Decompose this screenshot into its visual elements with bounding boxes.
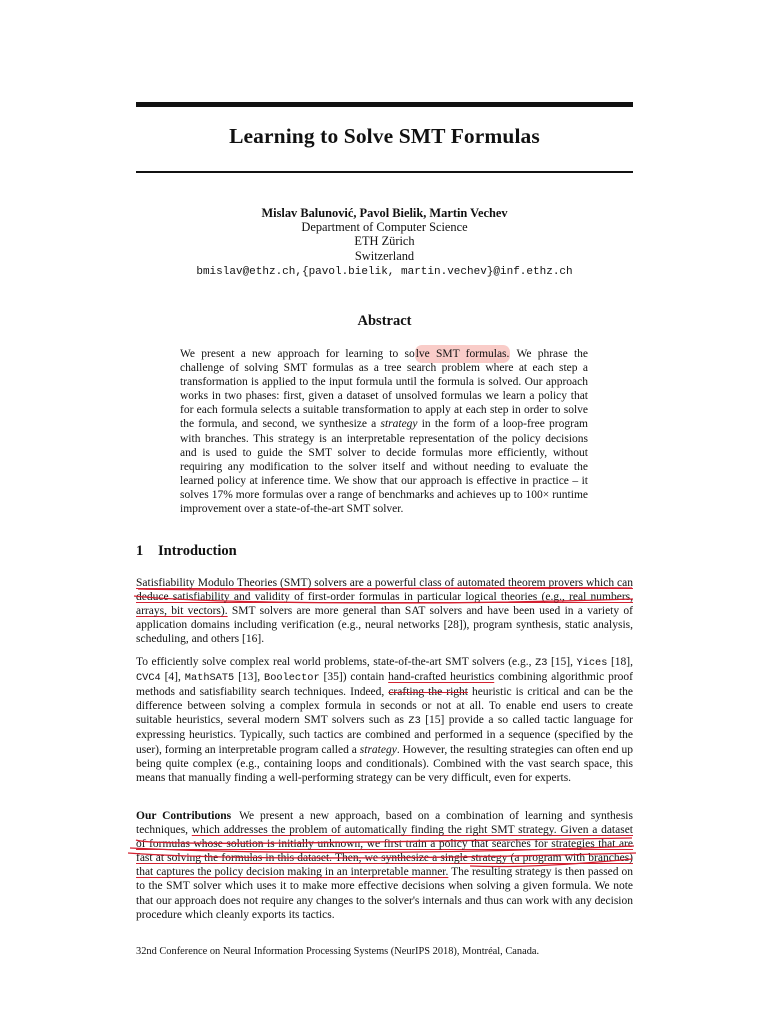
paragraph-text: SMT solvers are more general than SAT solvers and have been used in a variety of application domains including verification (e.g., neural networks [28]), program synthesis, static analysis, scheduling, and others [16]. — [136, 605, 633, 646]
paragraph-text: [15] provide a so called tactic language for expressing heuristics. Typically, such tactics are combined and performed in a sequence (specified by the user), forming an interpretable program called a — [136, 714, 633, 756]
emphasis-text: strategy — [380, 418, 418, 431]
affiliation-line: ETH Zürich — [354, 234, 415, 249]
paragraph-text: [35]) contain — [319, 671, 389, 684]
section-title: Introduction — [158, 543, 237, 559]
abstract-text-part: in the form of a loop-free program with branches. This strategy is an interpretable representation of the policy decisions and is used to guide the SMT solver to decide formulas more efficiently, without requiring any modification to the solver itself and without needing to evaluate the learned policy at inference time. We show that our approach is effective in practice – it solves 17% more formulas over a range of benchmarks and achieves up to 100× runtime improvement over a state-of-the-art SMT solver. — [180, 418, 588, 516]
paragraph-text: We present a new approach, based on a combination of learning and synthesis techniques, — [136, 810, 633, 837]
abstract-heading: Abstract — [357, 313, 412, 329]
code-text: Boolector — [264, 672, 320, 685]
paragraph-text: To efficiently solve complex real world problems, state-of-the-art SMT solvers (e.g., — [136, 656, 536, 668]
abstract-text — [180, 347, 588, 516]
affiliation-line: Department of Computer Science — [301, 220, 468, 235]
emphasis-text: strategy — [359, 743, 397, 756]
underlined-text: hand-crafted heuristics — [388, 671, 495, 684]
author-emails: bmislav@ethz.ch,{pavol.bielik, martin.vechev}@inf.ethz.ch — [196, 265, 573, 278]
code-text: Z3 — [535, 657, 548, 669]
paragraph-text: combining algorithmic proof methods and satisfiability search techniques. Indeed, — [136, 671, 633, 699]
paragraph-text: heuristic is critical and can be the difference between solving a complex formula in seconds or not at all. To enable end users to create suitable heuristics, several modern SMT solvers such as — [136, 686, 633, 727]
code-text: CVC4 — [136, 672, 161, 685]
code-text: MathSAT5 — [184, 672, 235, 685]
abstract-text-part: We present a new approach for learning to so — [180, 348, 415, 360]
paper-title: Learning to Solve SMT Formulas — [229, 124, 540, 148]
paragraph-text: . However, the resulting strategies can often end up being quite complex (e.g., containing loops and conditionals). Combined with the vast search space, this means that manually finding a well-performing strategy can be very difficult, even for experts. — [136, 743, 633, 784]
paragraph-text: [4], — [160, 671, 185, 684]
intro-paragraph-1 — [136, 576, 633, 646]
paragraph-heading: Our Contributions — [136, 810, 232, 822]
conference-footer: 32nd Conference on Neural Information Processing Systems (NeurIPS 2018), Montréal, Canada. — [136, 946, 540, 957]
title-top-rule — [136, 102, 633, 107]
underlined-text: which addresses the problem of automatically finding the right SMT strategy. Given a dataset of formulas whose solution is initially unknown, we first train a policy that searches for strategies that are fast at solving the formulas in this dataset. Then, we synthesize a single strategy (a program with branches) that captures the policy decision making in an interpretable manner. — [136, 824, 633, 879]
code-text: Z3 — [408, 715, 421, 728]
section-number: 1 — [136, 543, 144, 559]
paragraph-text: The resulting strategy is then passed on to the SMT solver which uses it to make more effective decisions when solving a given formula. We note that our approach does not require any changes to the solver's internals and thus can work with any decision procedure which cleanly exports its tactics. — [136, 866, 633, 921]
author-names: Mislav Balunović, Pavol Bielik, Martin Vechev — [261, 206, 508, 220]
intro-paragraph-2 — [136, 655, 633, 785]
contributions-paragraph — [136, 809, 633, 922]
section-heading — [136, 543, 237, 560]
paragraph-text: [15], — [547, 656, 577, 668]
author-block — [136, 206, 633, 279]
paragraph-text: [13], — [234, 671, 265, 684]
paragraph-text: [18], — [607, 656, 633, 668]
underlined-text: Satisfiability Modulo Theories (SMT) solvers are a powerful class of automated theorem provers which can deduce satisfiability and validity of first-order formulas in particular logical theories (e.g., real numbers, arrays, bit vectors). — [136, 577, 633, 618]
highlighted-text: lve SMT formulas. — [415, 345, 511, 363]
code-text: Yices — [576, 657, 608, 669]
title-bottom-rule — [136, 171, 633, 173]
struck-text: crafting the right — [388, 686, 468, 699]
abstract-text-part: We phrase the challenge of solving SMT formulas as a tree search problem where at each step a transformation is applied to the input formula until the formula is solved. Our approach works in two phases: first, given a dataset of unsolved formulas we learn a policy that for each formula selects a suitable transformation to apply at each step in order to solve the formula, and second, we synthesize a — [180, 348, 588, 431]
affiliation-line: Switzerland — [354, 248, 415, 263]
